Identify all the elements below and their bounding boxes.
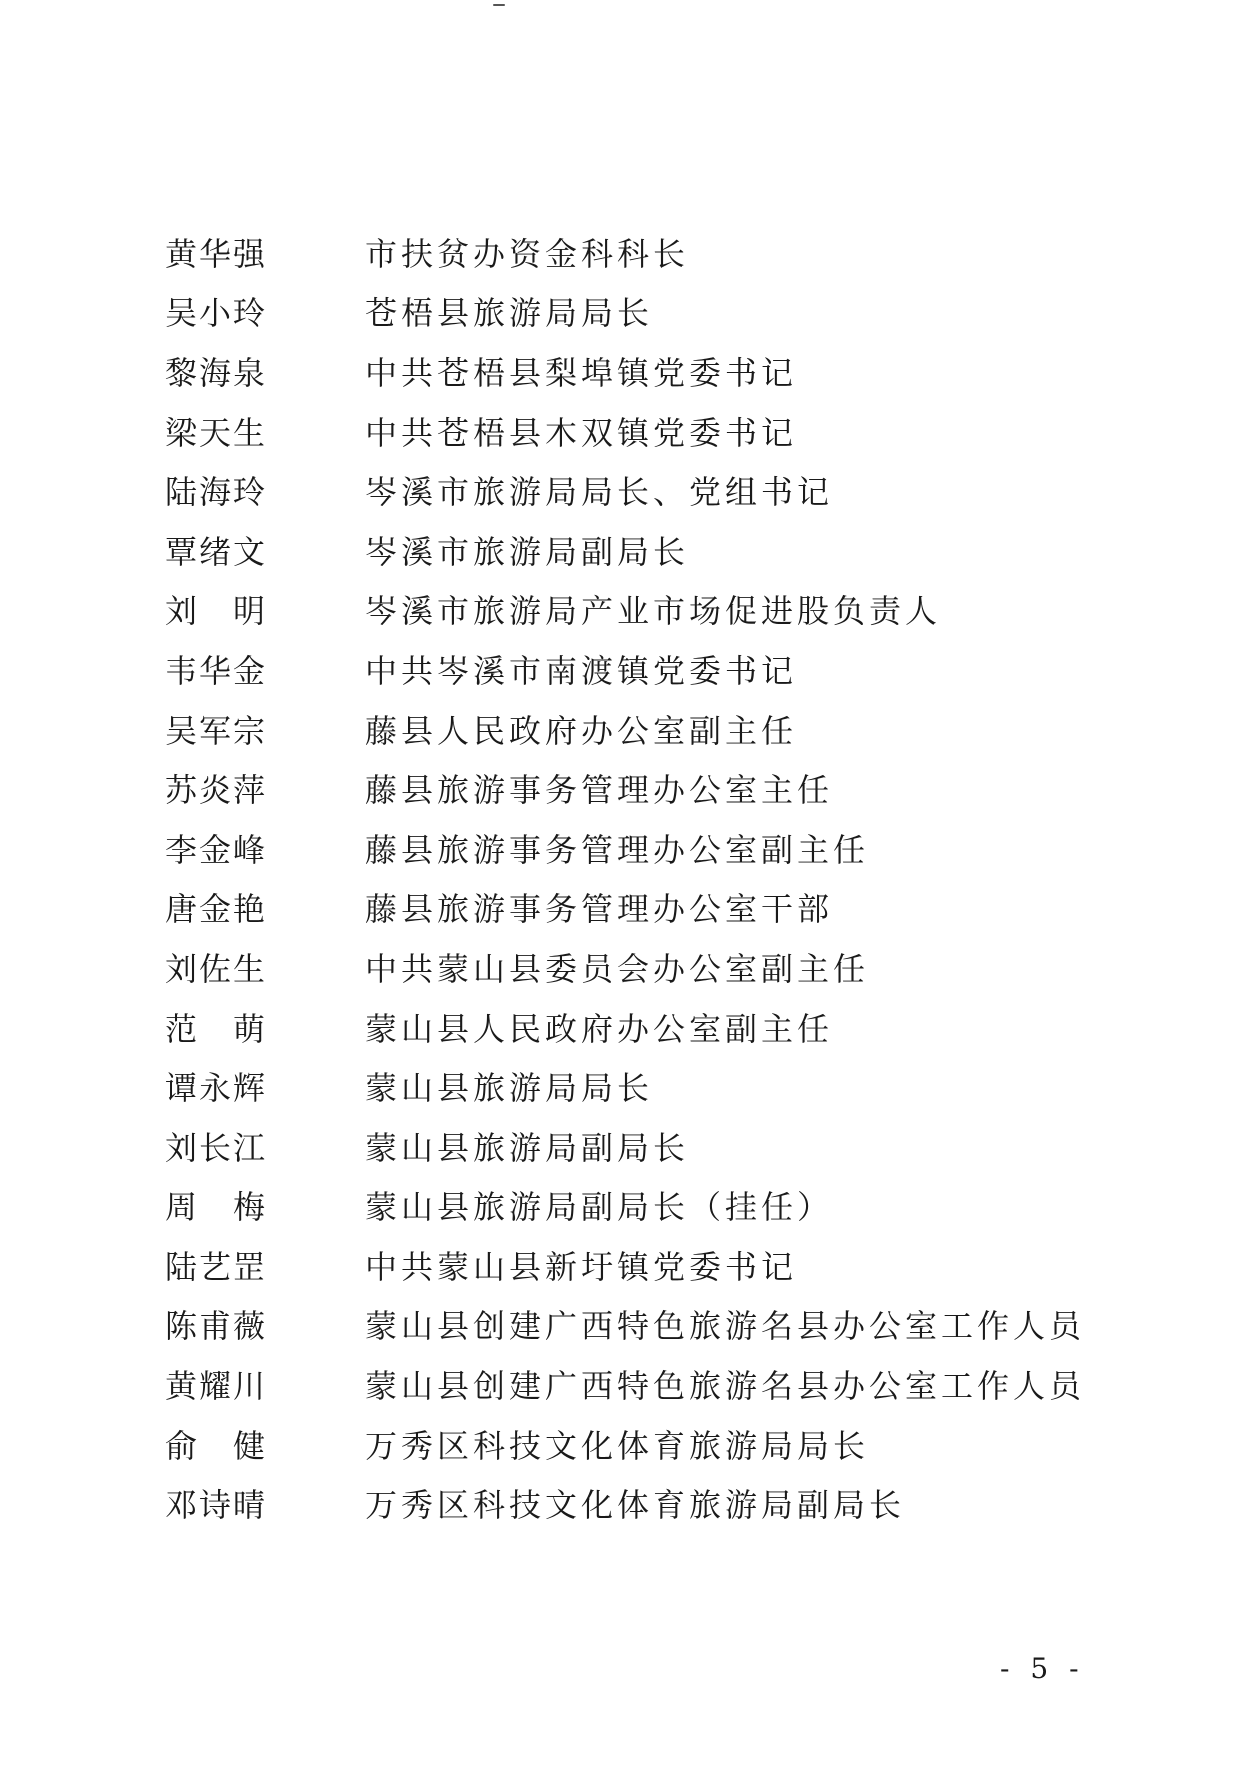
- person-name: 陆海玲: [165, 473, 268, 512]
- list-item: [165, 999, 1095, 1059]
- person-title: 蒙山县人民政府办公室副主任: [365, 1009, 834, 1048]
- person-name: 吴军宗: [165, 711, 268, 750]
- person-title: 岑溪市旅游局产业市场促进股负责人: [365, 592, 942, 631]
- person-title: 岑溪市旅游局副局长: [365, 532, 690, 571]
- list-item: [165, 939, 1095, 999]
- person-name: 苏炎萍: [165, 771, 268, 810]
- personnel-list: [165, 224, 1095, 1535]
- person-title: 市扶贫办资金科科长: [365, 234, 690, 273]
- person-name: 邓诗晴: [165, 1486, 268, 1525]
- person-name: 黎海泉: [165, 353, 268, 392]
- person-name: 陆艺罡: [165, 1247, 268, 1286]
- list-item: [165, 1416, 1095, 1476]
- person-name: 周 梅: [165, 1188, 268, 1227]
- person-title: 中共蒙山县委员会办公室副主任: [365, 949, 870, 988]
- list-item: [165, 1475, 1095, 1535]
- person-title: 蒙山县创建广西特色旅游名县办公室工作人员: [365, 1307, 1086, 1346]
- person-name: 刘长江: [165, 1128, 268, 1167]
- person-title: 万秀区科技文化体育旅游局副局长: [365, 1486, 906, 1525]
- person-title: 蒙山县旅游局副局长: [365, 1128, 690, 1167]
- list-item: [165, 820, 1095, 880]
- list-item: [165, 403, 1095, 463]
- person-title: 中共苍梧县木双镇党委书记: [365, 413, 798, 452]
- person-name: 俞 健: [165, 1426, 268, 1465]
- person-name: 黄华强: [165, 234, 268, 273]
- list-item: [165, 224, 1095, 284]
- person-title: 中共苍梧县梨埠镇党委书记: [365, 353, 798, 392]
- person-name: 韦华金: [165, 651, 268, 690]
- person-name: 范 萌: [165, 1009, 268, 1048]
- list-item: [165, 522, 1095, 582]
- person-title: 藤县旅游事务管理办公室主任: [365, 771, 834, 810]
- list-item: [165, 1297, 1095, 1357]
- person-name: 陈甫薇: [165, 1307, 268, 1346]
- list-item: [165, 1118, 1095, 1178]
- person-title: 中共蒙山县新圩镇党委书记: [365, 1247, 798, 1286]
- person-name: 覃绪文: [165, 532, 268, 571]
- person-title: 万秀区科技文化体育旅游局局长: [365, 1426, 870, 1465]
- person-title: 藤县人民政府办公室副主任: [365, 711, 798, 750]
- list-item: [165, 1178, 1095, 1238]
- list-item: [165, 582, 1095, 642]
- list-item: [165, 701, 1095, 761]
- list-item: [165, 1237, 1095, 1297]
- person-title: 岑溪市旅游局局长、党组书记: [365, 473, 834, 512]
- list-item: [165, 284, 1095, 344]
- person-title: 藤县旅游事务管理办公室干部: [365, 890, 834, 929]
- person-title: 中共岑溪市南渡镇党委书记: [365, 651, 798, 690]
- person-name: 吴小玲: [165, 294, 268, 333]
- list-item: [165, 641, 1095, 701]
- person-name: 刘佐生: [165, 949, 268, 988]
- page-number: - 5 -: [1000, 1652, 1085, 1685]
- person-title: 蒙山县旅游局副局长（挂任）: [365, 1188, 834, 1227]
- person-title: 苍梧县旅游局局长: [365, 294, 654, 333]
- scan-mark: [493, 4, 505, 6]
- list-item: [165, 760, 1095, 820]
- person-name: 谭永辉: [165, 1069, 268, 1108]
- person-name: 唐金艳: [165, 890, 268, 929]
- person-name: 黄耀川: [165, 1367, 268, 1406]
- list-item: [165, 1356, 1095, 1416]
- list-item: [165, 462, 1095, 522]
- person-title: 蒙山县创建广西特色旅游名县办公室工作人员: [365, 1367, 1086, 1406]
- list-item: [165, 880, 1095, 940]
- person-name: 李金峰: [165, 830, 268, 869]
- person-title: 藤县旅游事务管理办公室副主任: [365, 830, 870, 869]
- person-name: 刘 明: [165, 592, 268, 631]
- person-name: 梁天生: [165, 413, 268, 452]
- list-item: [165, 343, 1095, 403]
- person-title: 蒙山县旅游局局长: [365, 1069, 654, 1108]
- list-item: [165, 1058, 1095, 1118]
